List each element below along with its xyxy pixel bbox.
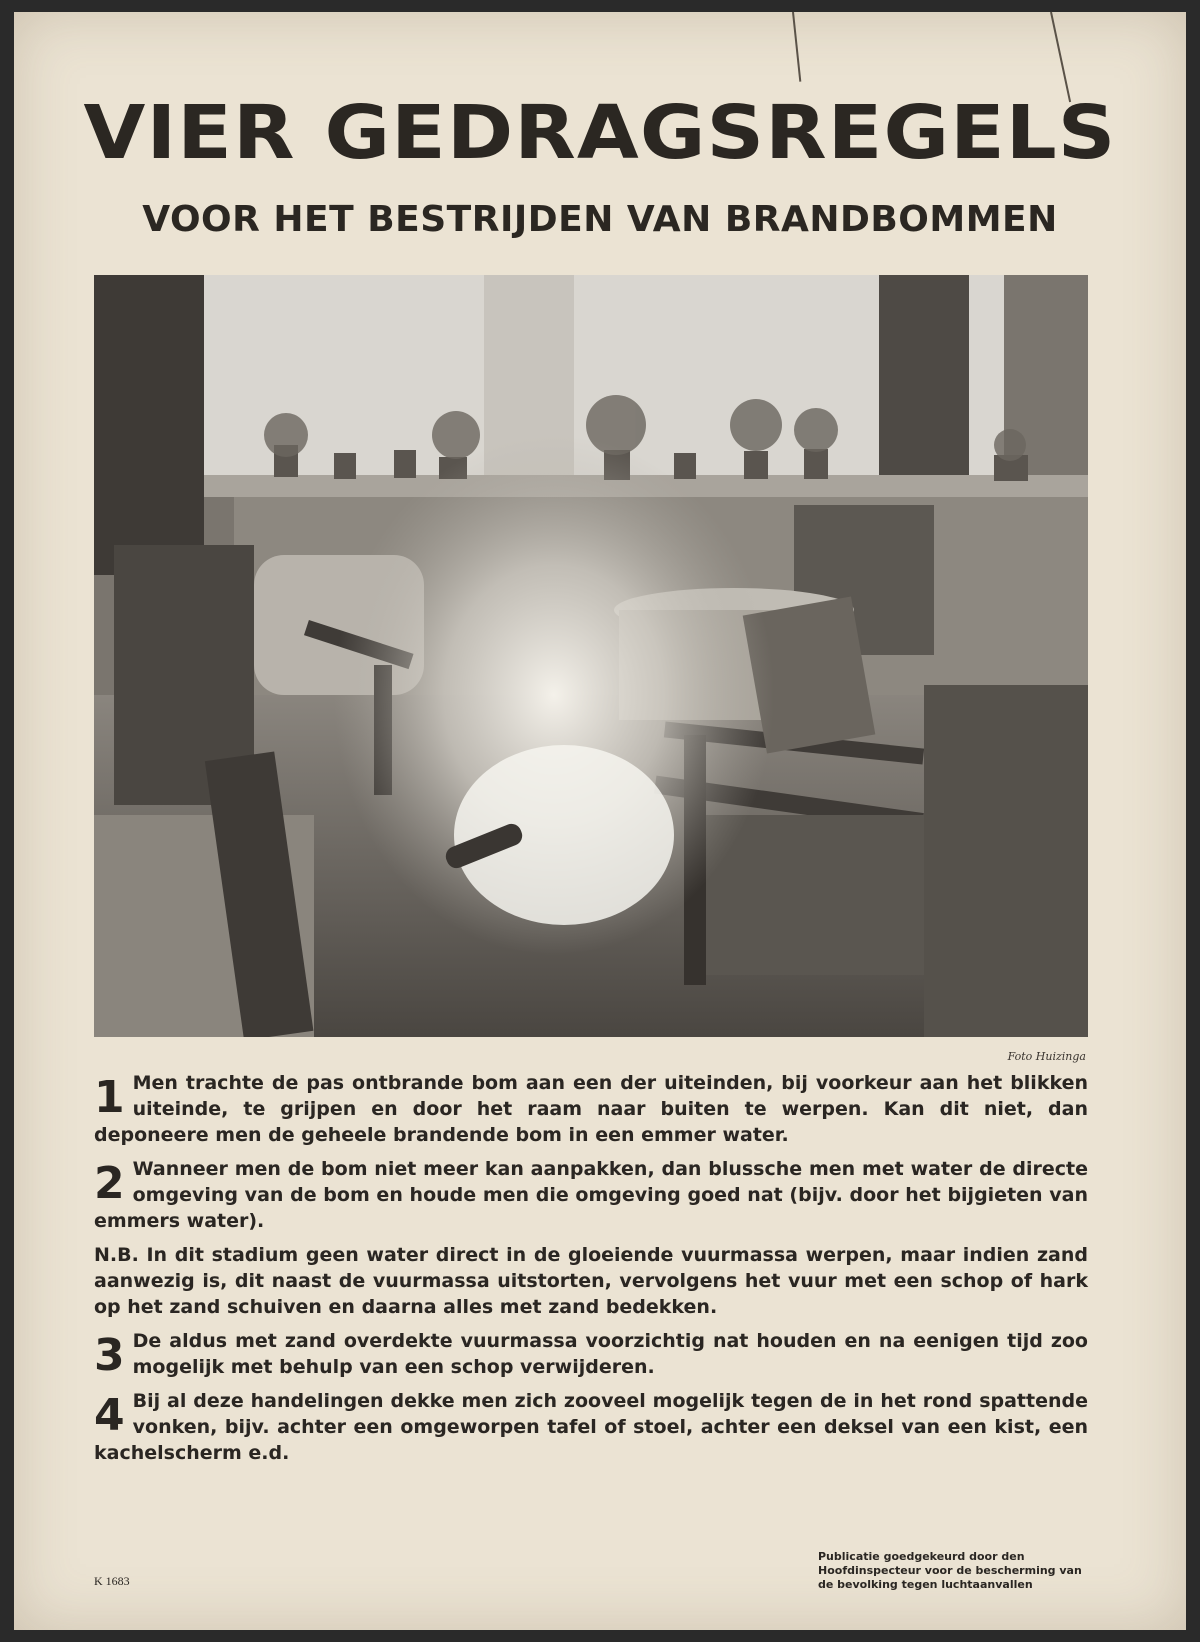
publication-note: Publicatie goedgekeurd door den Hoofdinspecteur voor de bescherming van de bevolking tegen luchtaanvallen [818,1550,1082,1591]
paper-tear [792,12,801,82]
interior-photo-illustration [94,275,1088,1037]
rule-number: 3 [94,1330,125,1381]
rule-text: Men trachte de pas ontbrande bom aan een der uiteinden, bij voorkeur aan het blikken uiteinde, te grijpen en door het raam naar buiten te werpen. Kan dit niet, dan deponeere men de geheele brandende bom in een emmer water. [94,1072,1088,1146]
rule-text: Bij al deze handelingen dekke men zich zooveel mogelijk tegen de in het rond spattende vonken, bijv. achter een omgeworpen tafel of stoel, achter een deksel van een kist, een kachelscherm e.d. [94,1390,1088,1464]
rule-text: Wanneer men de bom niet meer kan aanpakken, dan blussche men met water de directe omgeving van de bom en houde men die omgeving goed nat (bijv. door het bijgieten van emmers water). [94,1158,1088,1232]
rule-1 [94,1070,1088,1148]
catalog-code: K 1683 [94,1574,130,1588]
rule-nb [94,1242,1088,1320]
rule-3 [94,1328,1088,1380]
rule-text: De aldus met zand overdekte vuurmassa voorzichtig nat houden en na eenigen tijd zoo mogelijk met behulp van een schop verwijderen. [132,1330,1088,1378]
paper-tear [1050,12,1071,102]
rule-2 [94,1156,1088,1234]
poster-sheet [14,12,1186,1630]
rule-4 [94,1388,1088,1466]
rule-number: 4 [94,1390,125,1441]
photo-credit: Foto Huizinga [1007,1050,1086,1063]
poster-subtitle: VOOR HET BESTRIJDEN VAN BRANDBOMMEN [142,199,1058,240]
rule-number: 2 [94,1158,125,1209]
rules-list [94,1070,1088,1474]
rule-number: 1 [94,1072,125,1123]
interior-photo [94,275,1088,1037]
poster-title: VIER GEDRAGSREGELS [83,90,1117,176]
rule-text: N.B. In dit stadium geen water direct in de gloeiende vuurmassa werpen, maar indien zand aanwezig is, dit naast de vuurmassa uitstorten, vervolgens het vuur met een schop of hark op het zand schuiven en daarna alles met zand bedekken. [94,1244,1088,1318]
